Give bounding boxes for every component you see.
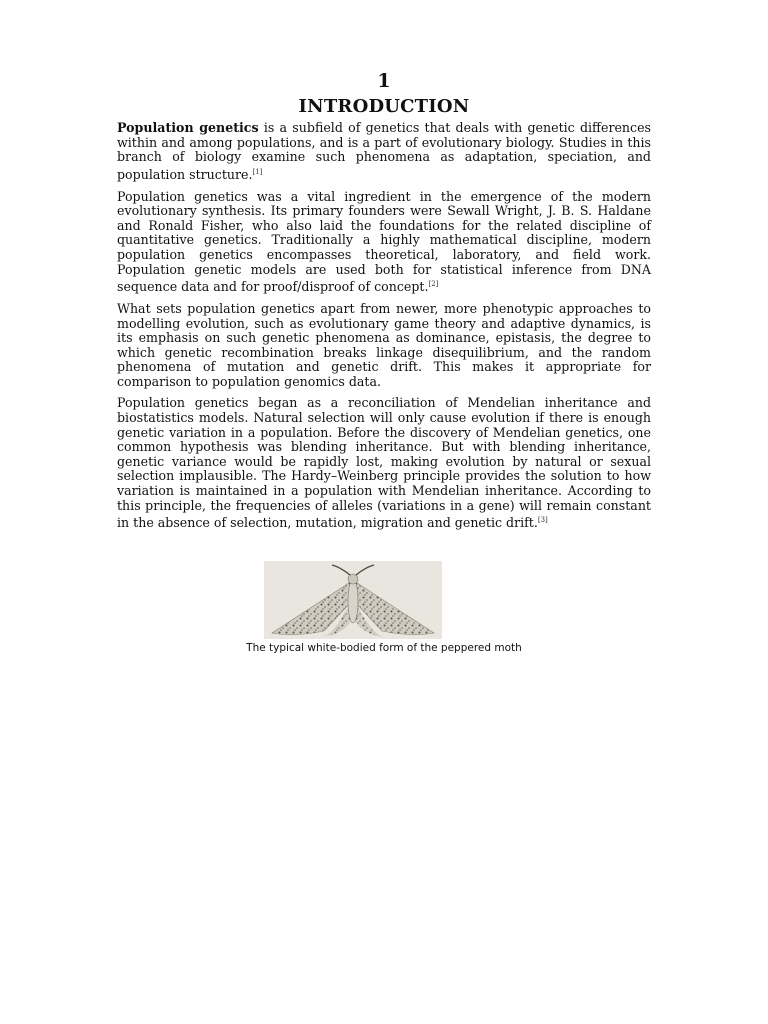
chapter-title: INTRODUCTION [298, 96, 470, 117]
citation-ref[interactable]: [1] [252, 167, 263, 176]
figure-caption: The typical white-bodied form of the peppered moth [246, 642, 522, 654]
body-text [117, 121, 651, 538]
paragraph-lead-term: Population genetics [117, 120, 259, 135]
peppered-moth-image [264, 561, 442, 639]
moth-illustration [264, 561, 442, 639]
paragraph-text: is a subfield of genetics that deals with genetic differences within and among populations, and is a part of evolutionary biology. Studies in this branch of biology examine such phenomena as adaptation, speciation, and population structure. [117, 120, 651, 182]
paragraph-4 [117, 396, 651, 531]
paragraph-3 [117, 302, 651, 390]
paragraph-text: Population genetics began as a reconciliation of Mendelian inheritance and biostatistics models. Natural selection will only cause evolution if there is enough genetic variation in a population. Before the discovery of Mendelian genetics, one common hypothesis was blending inheritance. But with blending inheritance, genetic variance would be rapidly lost, making evolution by natural or sexual selection implausible. The Hardy–Weinberg principle provides the solution to how variation is maintained in a population with Mendelian inheritance. According to this principle, the frequencies of alleles (variations in a gene) will remain constant in the absence of selection, mutation, migration and genetic drift. [117, 395, 651, 531]
paragraph-1 [117, 121, 651, 183]
citation-ref[interactable]: [3] [537, 516, 548, 525]
paragraph-2 [117, 190, 651, 295]
chapter-number: 1 [377, 70, 391, 92]
citation-ref[interactable]: [2] [428, 280, 439, 289]
paragraph-text: Population genetics was a vital ingredient in the emergence of the modern evolutionary synthesis. Its primary founders were Sewall Wright, J. B. S. Haldane and Ronald Fisher, who also laid the foundations for the related discipline of quantitative genetics. Traditionally a highly mathematical discipline, modern population genetics encompasses theoretical, laboratory, and field work. Population genetic models are used both for statistical inference from DNA sequence data and for proof/disproof of concept. [117, 188, 651, 295]
paragraph-text: What sets population genetics apart from newer, more phenotypic approaches to modelling evolution, such as evolutionary game theory and adaptive dynamics, is its emphasis on such genetic phenomena as dominance, epistasis, the degree to which genetic recombination breaks linkage disequilibrium, and the random phenomena of mutation and genetic drift. This makes it appropriate for comparison to population genomics data. [117, 300, 651, 389]
